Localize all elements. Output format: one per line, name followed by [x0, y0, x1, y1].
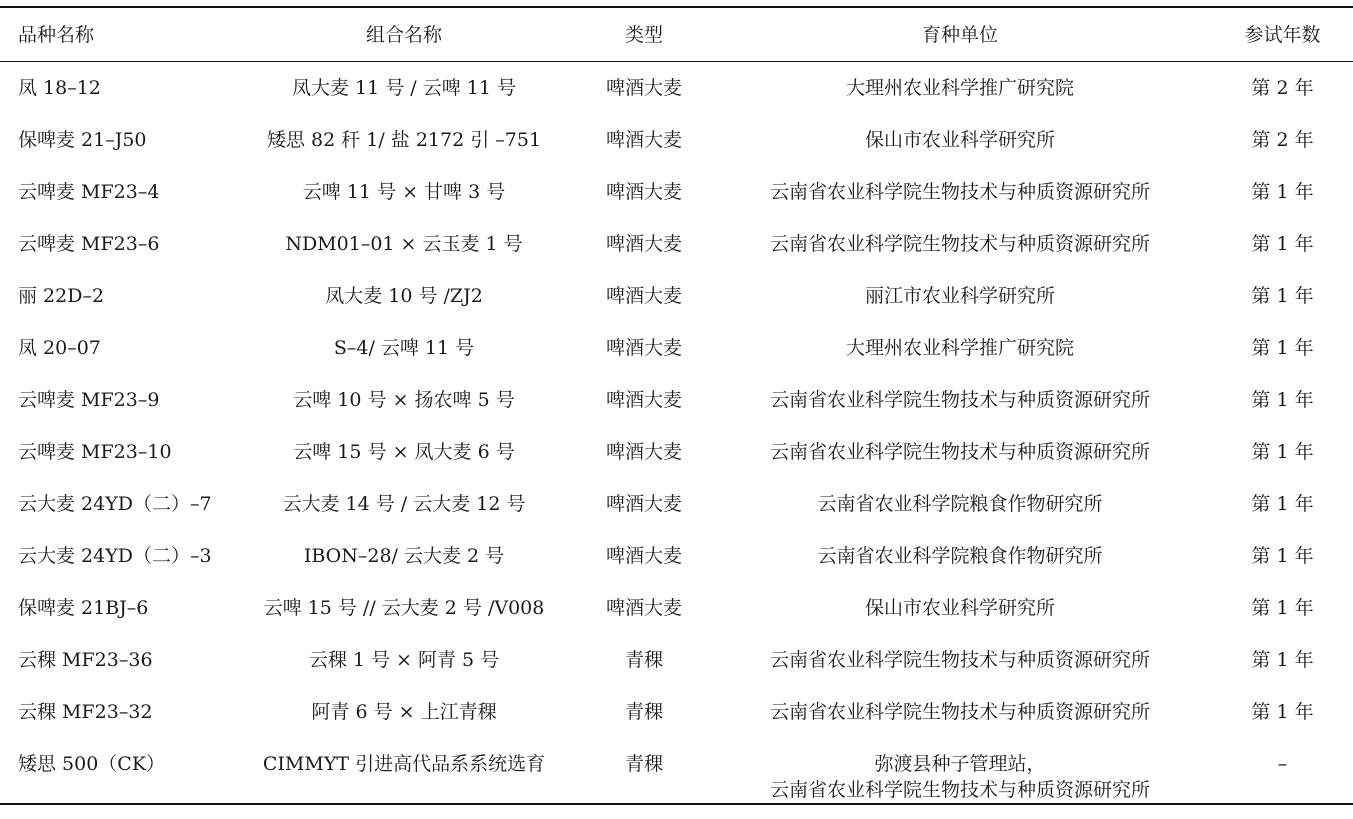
cell-breeding-unit — [708, 530, 1212, 582]
cell-variety-name: 保啤麦 21BJ–6 — [18, 596, 149, 619]
cell-combination-name: 云啤 15 号 // 云大麦 2 号 /V008 — [263, 596, 545, 619]
cell-combination-name: NDM01–01 × 云玉麦 1 号 — [285, 232, 523, 255]
breeding-unit-line: 云南省农业科学院粮食作物研究所 — [817, 544, 1103, 567]
cell-combination-name: 凤大麦 10 号 /ZJ2 — [325, 284, 483, 307]
cell-breeding-unit — [708, 686, 1212, 738]
cell-breeding-unit — [708, 478, 1212, 530]
cell-breeding-unit — [708, 166, 1212, 218]
cell-breeding-unit — [708, 634, 1212, 686]
cell-combination-name: 云啤 15 号 × 凤大麦 6 号 — [293, 440, 515, 463]
table-row — [0, 218, 1353, 270]
cell-combination-name: 云啤 11 号 × 甘啤 3 号 — [302, 180, 506, 203]
header-combination-name: 组合名称 — [365, 23, 442, 46]
cell-variety-name: 云啤麦 MF23–4 — [18, 180, 160, 203]
cell-combination-name: IBON–28/ 云大麦 2 号 — [303, 544, 505, 567]
table-row — [0, 114, 1353, 166]
table-row — [0, 374, 1353, 426]
variety-table-container — [0, 6, 1353, 805]
cell-combination-name: 云啤 10 号 × 扬农啤 5 号 — [293, 388, 515, 411]
header-variety-name: 品种名称 — [18, 23, 95, 46]
header-trial-years: 参试年数 — [1244, 23, 1321, 46]
cell-variety-name: 云啤麦 MF23–10 — [18, 440, 172, 463]
cell-breeding-unit — [708, 374, 1212, 426]
cell-breeding-unit — [708, 218, 1212, 270]
breeding-unit-line: 云南省农业科学院生物技术与种质资源研究所 — [769, 440, 1150, 463]
cell-variety-name: 云稞 MF23–32 — [18, 700, 153, 723]
cell-trial-years: 第 1 年 — [1251, 596, 1314, 619]
header-type: 类型 — [624, 23, 663, 46]
breeding-unit-line: 云南省农业科学院生物技术与种质资源研究所 — [769, 232, 1150, 255]
table-body — [0, 62, 1353, 804]
table-header — [0, 7, 1353, 62]
table-row — [0, 634, 1353, 686]
breeding-unit-line: 保山市农业科学研究所 — [864, 596, 1055, 619]
breeding-unit-line: 云南省农业科学院粮食作物研究所 — [817, 492, 1103, 515]
table-row — [0, 166, 1353, 218]
table-row — [0, 62, 1353, 114]
table-row — [0, 270, 1353, 322]
cell-trial-years: 第 1 年 — [1251, 388, 1314, 411]
cell-variety-name: 云稞 MF23–36 — [18, 648, 153, 671]
cell-breeding-unit — [708, 322, 1212, 374]
breeding-unit-line: 大理州农业科学推广研究院 — [845, 77, 1074, 99]
cell-type: 啤酒大麦 — [605, 492, 682, 515]
cell-type: 啤酒大麦 — [605, 440, 682, 463]
cell-breeding-unit — [708, 582, 1212, 634]
cell-trial-years: 第 1 年 — [1251, 700, 1314, 723]
cell-variety-name: 凤 18–12 — [18, 77, 101, 99]
cell-combination-name: S–4/ 云啤 11 号 — [333, 336, 475, 359]
cell-trial-years: 第 2 年 — [1251, 77, 1314, 99]
cell-type: 青稞 — [624, 700, 663, 723]
cell-variety-name: 云啤麦 MF23–6 — [18, 232, 160, 255]
cell-variety-name: 丽 22D–2 — [18, 284, 105, 307]
cell-combination-name: 云稞 1 号 × 阿青 5 号 — [308, 648, 500, 671]
cell-type: 啤酒大麦 — [605, 596, 682, 619]
cell-breeding-unit — [708, 426, 1212, 478]
cell-trial-years: 第 1 年 — [1251, 180, 1314, 203]
cell-combination-name: 凤大麦 11 号 / 云啤 11 号 — [292, 77, 516, 99]
breeding-unit-line: 大理州农业科学推广研究院 — [845, 336, 1074, 359]
cell-type: 啤酒大麦 — [605, 232, 682, 255]
cell-variety-name: 保啤麦 21–J50 — [18, 128, 147, 151]
cell-combination-name: 矮思 82 秆 1/ 盐 2172 引 –751 — [266, 128, 542, 151]
cell-type: 啤酒大麦 — [605, 284, 682, 307]
cell-combination-name: 云大麦 14 号 / 云大麦 12 号 — [282, 492, 526, 515]
table-row — [0, 530, 1353, 582]
cell-variety-name: 云大麦 24YD（二）–3 — [18, 544, 212, 567]
cell-trial-years: 第 1 年 — [1251, 232, 1314, 255]
breeding-unit-line: 云南省农业科学院生物技术与种质资源研究所 — [769, 648, 1150, 671]
cell-trial-years: 第 1 年 — [1251, 544, 1314, 567]
cell-trial-years: 第 1 年 — [1251, 284, 1314, 307]
cell-type: 青稞 — [624, 752, 663, 775]
cell-combination-name: CIMMYT 引进高代品系系统选育 — [262, 752, 546, 775]
table-row — [0, 426, 1353, 478]
cell-type: 啤酒大麦 — [605, 388, 682, 411]
breeding-unit-line: 云南省农业科学院生物技术与种质资源研究所 — [769, 388, 1150, 411]
breeding-unit-line: 云南省农业科学院生物技术与种质资源研究所 — [769, 180, 1150, 203]
header-breeding-unit: 育种单位 — [921, 23, 998, 46]
cell-variety-name: 凤 20–07 — [18, 336, 101, 359]
cell-breeding-unit — [708, 738, 1212, 804]
breeding-unit-line: 云南省农业科学院生物技术与种质资源研究所 — [769, 778, 1150, 801]
cell-combination-name: 阿青 6 号 × 上江青稞 — [311, 700, 497, 723]
cell-trial-years: 第 1 年 — [1251, 492, 1314, 515]
breeding-unit-line: 丽江市农业科学研究所 — [864, 284, 1055, 307]
cell-trial-years: 第 2 年 — [1251, 128, 1314, 151]
table-row — [0, 478, 1353, 530]
breeding-unit-line: 云南省农业科学院生物技术与种质资源研究所 — [769, 700, 1150, 723]
cell-trial-years: – — [1277, 752, 1288, 775]
table-row — [0, 738, 1353, 804]
cell-trial-years: 第 1 年 — [1251, 336, 1314, 359]
header-row — [0, 7, 1353, 62]
cell-trial-years: 第 1 年 — [1251, 440, 1314, 463]
cell-type: 啤酒大麦 — [605, 544, 682, 567]
cell-variety-name: 矮思 500（CK） — [18, 752, 166, 775]
table-row — [0, 322, 1353, 374]
cell-breeding-unit — [708, 270, 1212, 322]
variety-table — [0, 6, 1353, 805]
cell-variety-name: 云大麦 24YD（二）–7 — [18, 492, 212, 515]
cell-trial-years: 第 1 年 — [1251, 648, 1314, 671]
cell-type: 青稞 — [624, 648, 663, 671]
table-row — [0, 582, 1353, 634]
cell-variety-name: 云啤麦 MF23–9 — [18, 388, 160, 411]
breeding-unit-line: 弥渡县种子管理站， — [874, 752, 1046, 775]
breeding-unit-line: 保山市农业科学研究所 — [864, 128, 1055, 151]
cell-type: 啤酒大麦 — [605, 77, 682, 99]
table-row — [0, 686, 1353, 738]
cell-type: 啤酒大麦 — [605, 180, 682, 203]
cell-breeding-unit — [708, 62, 1212, 114]
cell-breeding-unit — [708, 114, 1212, 166]
cell-type: 啤酒大麦 — [605, 128, 682, 151]
cell-type: 啤酒大麦 — [605, 336, 682, 359]
